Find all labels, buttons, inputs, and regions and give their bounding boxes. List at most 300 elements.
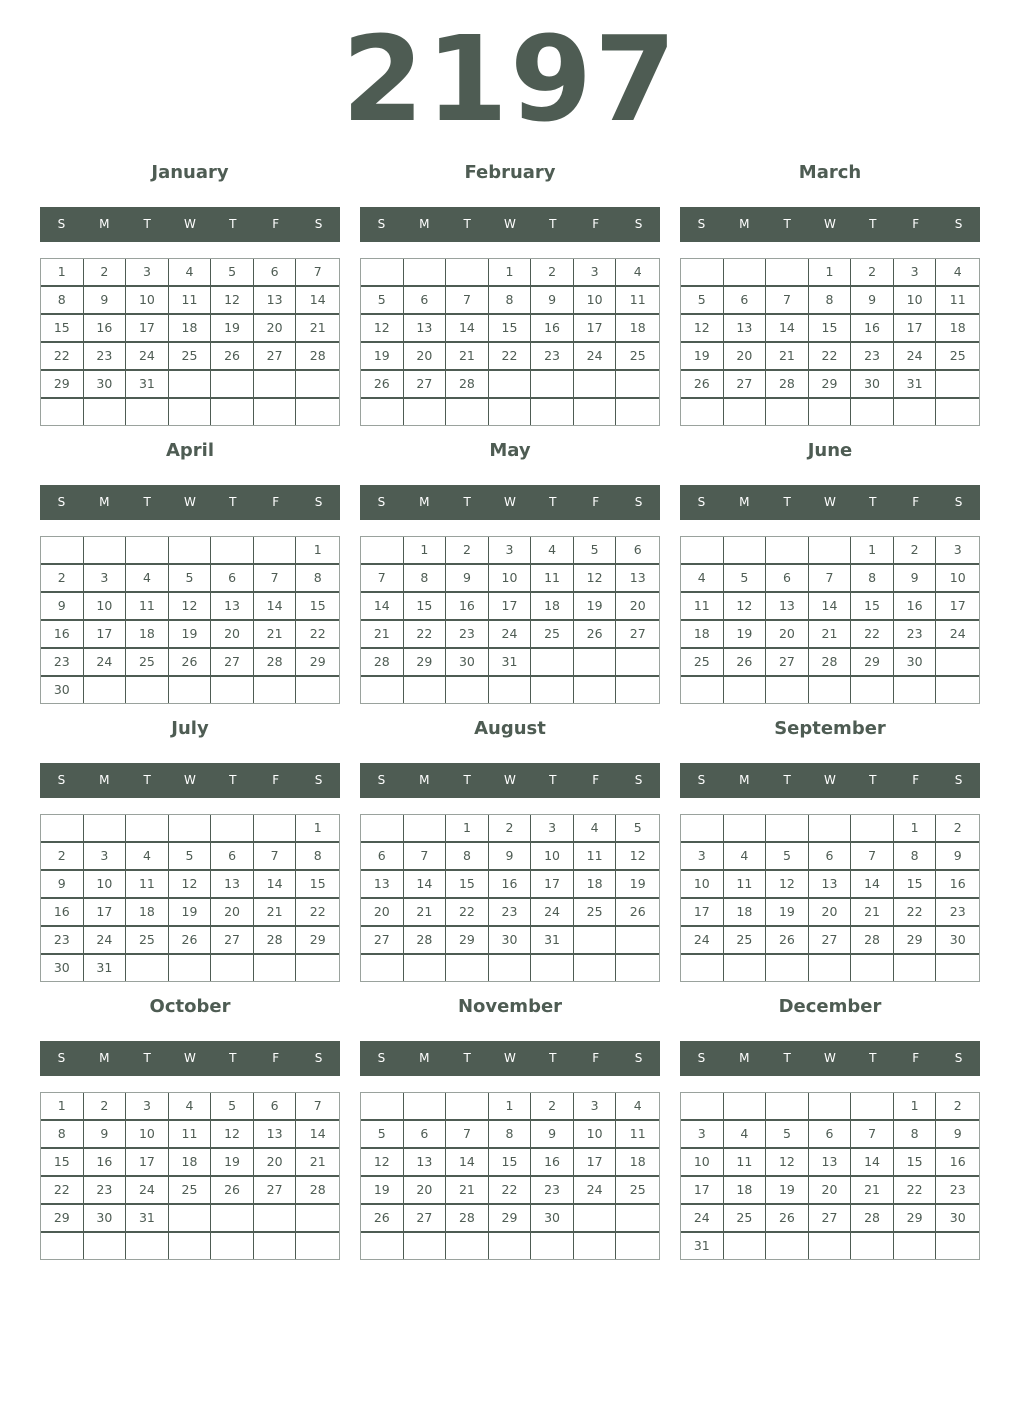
day-cell: 2 xyxy=(936,1093,979,1121)
day-cell: 29 xyxy=(296,927,339,955)
day-cell: 2 xyxy=(446,537,489,565)
day-cell: 16 xyxy=(489,871,532,899)
weekday-label: T xyxy=(549,495,557,509)
day-cell: 1 xyxy=(894,815,937,843)
day-cell xyxy=(254,955,297,981)
day-cell: 6 xyxy=(404,287,447,315)
weekday-label: W xyxy=(504,217,516,231)
day-cell xyxy=(404,259,447,287)
day-cell xyxy=(936,955,979,981)
day-cell: 24 xyxy=(681,927,724,955)
day-cell: 24 xyxy=(681,1205,724,1233)
day-grid xyxy=(360,814,660,982)
day-grid xyxy=(40,536,340,704)
month-title: June xyxy=(807,440,853,461)
day-cell: 10 xyxy=(489,565,532,593)
weekday-label: M xyxy=(739,495,750,509)
day-cell xyxy=(126,815,169,843)
day-cell: 6 xyxy=(211,843,254,871)
day-cell: 16 xyxy=(531,1149,574,1177)
day-cell: 10 xyxy=(84,593,127,621)
day-cell: 6 xyxy=(616,537,659,565)
day-cell: 3 xyxy=(531,815,574,843)
day-cell: 9 xyxy=(446,565,489,593)
day-cell: 14 xyxy=(296,1121,339,1149)
day-cell xyxy=(681,537,724,565)
day-cell: 1 xyxy=(809,259,852,287)
day-cell: 16 xyxy=(84,1149,127,1177)
weekday-label: T xyxy=(549,217,557,231)
day-cell xyxy=(851,955,894,981)
day-cell xyxy=(851,1093,894,1121)
weekday-label: T xyxy=(463,773,471,787)
day-cell: 27 xyxy=(616,621,659,649)
day-cell: 2 xyxy=(84,1093,127,1121)
day-cell: 21 xyxy=(296,1149,339,1177)
day-cell: 14 xyxy=(446,315,489,343)
day-cell: 4 xyxy=(169,1093,212,1121)
day-cell: 14 xyxy=(851,1149,894,1177)
day-cell xyxy=(766,677,809,703)
day-cell xyxy=(766,537,809,565)
day-cell: 25 xyxy=(724,927,767,955)
day-cell xyxy=(574,955,617,981)
day-cell: 12 xyxy=(574,565,617,593)
day-cell: 5 xyxy=(766,843,809,871)
day-cell xyxy=(211,1205,254,1233)
day-cell: 4 xyxy=(724,843,767,871)
day-cell: 13 xyxy=(254,1121,297,1149)
day-cell xyxy=(809,537,852,565)
day-cell: 26 xyxy=(361,371,404,399)
day-cell: 16 xyxy=(936,1149,979,1177)
day-grid xyxy=(40,814,340,982)
day-cell: 18 xyxy=(169,1149,212,1177)
day-cell: 2 xyxy=(41,565,84,593)
day-cell: 17 xyxy=(126,315,169,343)
weekday-label: T xyxy=(463,1051,471,1065)
day-cell: 29 xyxy=(894,1205,937,1233)
day-cell: 3 xyxy=(84,565,127,593)
weekday-label: F xyxy=(592,495,600,509)
day-cell: 13 xyxy=(254,287,297,315)
day-cell: 6 xyxy=(211,565,254,593)
day-cell: 7 xyxy=(851,843,894,871)
day-cell: 8 xyxy=(446,843,489,871)
day-cell: 11 xyxy=(126,871,169,899)
weekday-label: M xyxy=(99,1051,110,1065)
day-cell: 30 xyxy=(851,371,894,399)
day-cell: 8 xyxy=(404,565,447,593)
weekday-header xyxy=(680,763,980,798)
day-cell xyxy=(169,955,212,981)
day-cell: 21 xyxy=(766,343,809,371)
day-cell xyxy=(809,955,852,981)
day-cell xyxy=(616,649,659,677)
day-cell xyxy=(681,1093,724,1121)
weekday-label: S xyxy=(634,773,643,787)
day-cell: 14 xyxy=(446,1149,489,1177)
weekday-label: F xyxy=(592,217,600,231)
day-cell: 15 xyxy=(296,593,339,621)
day-cell: 8 xyxy=(894,1121,937,1149)
day-cell: 10 xyxy=(126,287,169,315)
day-cell xyxy=(616,1205,659,1233)
day-cell: 15 xyxy=(296,871,339,899)
day-cell: 15 xyxy=(489,315,532,343)
day-cell: 17 xyxy=(681,899,724,927)
day-cell: 6 xyxy=(809,843,852,871)
day-cell: 2 xyxy=(936,815,979,843)
day-cell xyxy=(446,399,489,425)
day-cell: 24 xyxy=(574,1177,617,1205)
weekday-label: S xyxy=(377,495,386,509)
day-cell: 3 xyxy=(936,537,979,565)
day-cell: 9 xyxy=(41,593,84,621)
day-cell xyxy=(766,399,809,425)
weekday-label: M xyxy=(739,217,750,231)
day-cell: 1 xyxy=(296,537,339,565)
day-cell: 28 xyxy=(809,649,852,677)
day-cell: 5 xyxy=(211,259,254,287)
weekday-label: W xyxy=(184,495,196,509)
day-cell: 11 xyxy=(616,1121,659,1149)
day-cell xyxy=(616,677,659,703)
day-cell: 29 xyxy=(809,371,852,399)
weekday-label: W xyxy=(504,1051,516,1065)
day-cell xyxy=(169,677,212,703)
day-cell xyxy=(489,1233,532,1259)
day-cell: 18 xyxy=(936,315,979,343)
day-cell: 2 xyxy=(41,843,84,871)
weekday-label: S xyxy=(634,1051,643,1065)
weekday-label: T xyxy=(869,773,877,787)
day-cell xyxy=(84,537,127,565)
weekday-label: T xyxy=(783,1051,791,1065)
month-title: April xyxy=(165,440,215,461)
day-cell: 10 xyxy=(84,871,127,899)
day-cell: 25 xyxy=(126,927,169,955)
day-cell: 27 xyxy=(404,371,447,399)
day-cell: 24 xyxy=(894,343,937,371)
weekday-label: T xyxy=(229,773,237,787)
day-cell xyxy=(489,955,532,981)
day-cell xyxy=(894,399,937,425)
day-cell: 6 xyxy=(254,259,297,287)
day-cell: 3 xyxy=(894,259,937,287)
day-cell xyxy=(169,371,212,399)
day-cell: 18 xyxy=(616,1149,659,1177)
day-cell: 2 xyxy=(851,259,894,287)
day-cell: 29 xyxy=(489,1205,532,1233)
day-cell xyxy=(254,1233,297,1259)
weekday-label: S xyxy=(954,773,963,787)
day-cell: 21 xyxy=(446,1177,489,1205)
day-cell: 14 xyxy=(404,871,447,899)
weekday-header xyxy=(360,485,660,520)
day-cell: 29 xyxy=(446,927,489,955)
weekday-label: S xyxy=(377,217,386,231)
weekday-label: F xyxy=(272,495,280,509)
day-cell: 2 xyxy=(894,537,937,565)
day-cell: 23 xyxy=(84,1177,127,1205)
day-cell xyxy=(361,259,404,287)
weekday-label: M xyxy=(739,1051,750,1065)
weekday-label: S xyxy=(57,773,66,787)
day-cell: 13 xyxy=(211,871,254,899)
day-cell: 27 xyxy=(211,649,254,677)
weekday-label: W xyxy=(184,773,196,787)
day-cell: 27 xyxy=(724,371,767,399)
day-cell: 30 xyxy=(936,927,979,955)
day-cell: 23 xyxy=(84,343,127,371)
day-cell: 20 xyxy=(211,899,254,927)
day-cell xyxy=(296,955,339,981)
day-cell: 20 xyxy=(254,1149,297,1177)
day-cell: 18 xyxy=(681,621,724,649)
day-cell xyxy=(361,537,404,565)
day-cell xyxy=(41,537,84,565)
day-cell: 12 xyxy=(766,871,809,899)
weekday-label: F xyxy=(272,773,280,787)
day-cell: 20 xyxy=(404,1177,447,1205)
day-cell: 31 xyxy=(681,1233,724,1259)
day-cell: 2 xyxy=(531,259,574,287)
day-cell: 13 xyxy=(211,593,254,621)
day-cell: 25 xyxy=(724,1205,767,1233)
day-cell: 3 xyxy=(126,1093,169,1121)
day-cell: 11 xyxy=(936,287,979,315)
day-cell: 27 xyxy=(766,649,809,677)
day-cell xyxy=(126,399,169,425)
day-cell: 6 xyxy=(766,565,809,593)
day-cell: 24 xyxy=(531,899,574,927)
weekday-header xyxy=(680,207,980,242)
day-cell: 14 xyxy=(809,593,852,621)
day-cell: 30 xyxy=(489,927,532,955)
day-cell: 13 xyxy=(616,565,659,593)
weekday-label: S xyxy=(314,495,323,509)
weekday-header xyxy=(360,1041,660,1076)
day-cell: 15 xyxy=(809,315,852,343)
day-cell xyxy=(724,537,767,565)
weekday-label: F xyxy=(592,773,600,787)
day-cell: 8 xyxy=(41,1121,84,1149)
day-cell: 9 xyxy=(851,287,894,315)
day-cell: 25 xyxy=(616,343,659,371)
day-cell: 8 xyxy=(41,287,84,315)
day-cell: 16 xyxy=(531,315,574,343)
day-cell xyxy=(254,371,297,399)
day-cell xyxy=(809,399,852,425)
day-cell: 29 xyxy=(404,649,447,677)
day-cell: 20 xyxy=(211,621,254,649)
day-cell xyxy=(84,1233,127,1259)
day-cell: 24 xyxy=(489,621,532,649)
day-cell: 28 xyxy=(296,343,339,371)
day-cell xyxy=(254,1205,297,1233)
day-cell: 3 xyxy=(126,259,169,287)
day-cell: 6 xyxy=(404,1121,447,1149)
day-cell: 29 xyxy=(41,371,84,399)
day-cell: 16 xyxy=(41,621,84,649)
day-cell: 10 xyxy=(681,871,724,899)
day-cell: 26 xyxy=(616,899,659,927)
day-cell: 5 xyxy=(169,843,212,871)
day-cell: 30 xyxy=(41,677,84,703)
day-cell xyxy=(489,677,532,703)
day-cell: 22 xyxy=(41,343,84,371)
day-cell: 7 xyxy=(404,843,447,871)
day-cell: 26 xyxy=(169,927,212,955)
day-cell: 3 xyxy=(574,259,617,287)
day-cell: 6 xyxy=(724,287,767,315)
day-cell xyxy=(724,259,767,287)
weekday-label: F xyxy=(592,1051,600,1065)
day-cell: 16 xyxy=(894,593,937,621)
day-cell: 21 xyxy=(851,899,894,927)
day-cell xyxy=(211,399,254,425)
day-cell: 7 xyxy=(254,565,297,593)
day-cell xyxy=(936,1233,979,1259)
day-cell xyxy=(574,1205,617,1233)
weekday-label: F xyxy=(912,773,920,787)
day-cell: 29 xyxy=(894,927,937,955)
day-cell: 12 xyxy=(681,315,724,343)
weekday-label: S xyxy=(314,217,323,231)
day-cell: 29 xyxy=(296,649,339,677)
day-cell xyxy=(574,677,617,703)
weekday-label: S xyxy=(697,495,706,509)
weekday-label: S xyxy=(697,773,706,787)
day-cell: 13 xyxy=(809,871,852,899)
day-cell: 26 xyxy=(361,1205,404,1233)
weekday-header xyxy=(40,1041,340,1076)
day-cell: 23 xyxy=(851,343,894,371)
day-cell: 18 xyxy=(126,899,169,927)
day-cell: 3 xyxy=(489,537,532,565)
day-cell: 19 xyxy=(616,871,659,899)
day-cell xyxy=(616,927,659,955)
day-cell: 25 xyxy=(169,1177,212,1205)
day-cell: 23 xyxy=(446,621,489,649)
day-grid xyxy=(360,536,660,704)
day-cell: 18 xyxy=(616,315,659,343)
day-grid xyxy=(680,258,980,426)
day-cell: 19 xyxy=(169,621,212,649)
weekday-label: M xyxy=(419,495,430,509)
month-title: September xyxy=(774,718,886,739)
day-cell xyxy=(41,1233,84,1259)
day-cell: 10 xyxy=(574,287,617,315)
weekday-label: W xyxy=(504,495,516,509)
day-cell: 27 xyxy=(254,343,297,371)
day-cell: 4 xyxy=(936,259,979,287)
day-cell: 25 xyxy=(126,649,169,677)
day-cell: 16 xyxy=(84,315,127,343)
day-cell: 23 xyxy=(531,1177,574,1205)
day-cell: 30 xyxy=(936,1205,979,1233)
day-cell: 24 xyxy=(936,621,979,649)
day-cell: 14 xyxy=(254,871,297,899)
day-cell: 22 xyxy=(894,1177,937,1205)
day-cell: 12 xyxy=(211,1121,254,1149)
day-cell: 8 xyxy=(296,843,339,871)
day-cell xyxy=(574,927,617,955)
day-cell: 18 xyxy=(169,315,212,343)
day-cell: 14 xyxy=(766,315,809,343)
day-cell: 17 xyxy=(681,1177,724,1205)
weekday-label: T xyxy=(783,773,791,787)
month-title: February xyxy=(464,162,556,183)
month-title: March xyxy=(798,162,862,183)
day-cell xyxy=(616,399,659,425)
day-cell: 7 xyxy=(446,1121,489,1149)
day-cell: 28 xyxy=(404,927,447,955)
day-cell: 5 xyxy=(169,565,212,593)
day-cell xyxy=(446,955,489,981)
month-title: December xyxy=(778,996,882,1017)
day-cell: 12 xyxy=(766,1149,809,1177)
day-cell xyxy=(254,399,297,425)
day-cell: 19 xyxy=(169,899,212,927)
day-cell: 11 xyxy=(169,287,212,315)
month-title: October xyxy=(149,996,231,1017)
day-cell: 21 xyxy=(446,343,489,371)
day-grid xyxy=(40,1092,340,1260)
day-cell: 13 xyxy=(404,1149,447,1177)
day-cell: 17 xyxy=(574,1149,617,1177)
day-cell: 5 xyxy=(724,565,767,593)
day-cell: 30 xyxy=(84,371,127,399)
day-cell xyxy=(404,677,447,703)
weekday-label: T xyxy=(549,773,557,787)
weekday-label: T xyxy=(463,217,471,231)
day-cell: 16 xyxy=(851,315,894,343)
day-cell: 21 xyxy=(809,621,852,649)
day-cell: 26 xyxy=(574,621,617,649)
day-cell: 26 xyxy=(169,649,212,677)
day-cell: 10 xyxy=(681,1149,724,1177)
day-cell: 27 xyxy=(809,1205,852,1233)
day-cell: 4 xyxy=(724,1121,767,1149)
day-cell: 25 xyxy=(616,1177,659,1205)
day-cell: 28 xyxy=(446,1205,489,1233)
weekday-label: M xyxy=(99,773,110,787)
weekday-header xyxy=(680,485,980,520)
day-cell: 1 xyxy=(489,1093,532,1121)
day-cell: 10 xyxy=(126,1121,169,1149)
day-cell: 7 xyxy=(446,287,489,315)
day-cell: 5 xyxy=(681,287,724,315)
day-cell xyxy=(211,955,254,981)
day-cell xyxy=(681,259,724,287)
day-cell: 4 xyxy=(616,259,659,287)
weekday-label: F xyxy=(912,495,920,509)
day-cell xyxy=(531,371,574,399)
day-cell: 28 xyxy=(851,1205,894,1233)
day-cell xyxy=(254,537,297,565)
weekday-label: T xyxy=(869,1051,877,1065)
day-cell: 15 xyxy=(894,871,937,899)
weekday-label: M xyxy=(419,773,430,787)
day-cell: 6 xyxy=(361,843,404,871)
day-cell: 18 xyxy=(126,621,169,649)
day-grid xyxy=(680,814,980,982)
day-cell xyxy=(41,815,84,843)
day-cell xyxy=(574,1233,617,1259)
weekday-header xyxy=(360,207,660,242)
